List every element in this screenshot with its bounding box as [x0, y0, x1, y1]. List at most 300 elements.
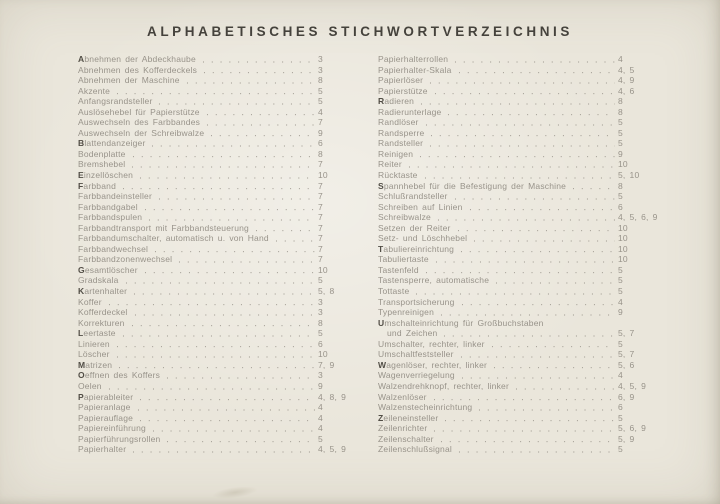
entry-pages: 8: [618, 180, 623, 191]
index-columns: [0, 54, 720, 455]
index-entry: [78, 254, 332, 265]
entry-pages: 5: [618, 191, 623, 202]
index-entry: [378, 233, 632, 244]
dot-leader: [166, 370, 315, 381]
entry-label: Löscher: [78, 349, 110, 360]
index-entry: [378, 170, 640, 181]
entry-pages: 5: [618, 286, 623, 297]
entry-label: Papierauflage: [78, 412, 134, 423]
dot-leader: [454, 54, 615, 65]
dot-leader: [420, 96, 615, 107]
index-entry: [378, 85, 635, 97]
dot-leader: [433, 392, 615, 403]
dot-leader: [461, 297, 615, 308]
entry-label: Schreibwalze: [378, 212, 431, 223]
entry-label: Farbbandtransport mit Farbbandsteuerung: [78, 222, 249, 233]
page-title: ALPHABETISCHES STICHWORTVERZEICHNIS: [146, 24, 573, 39]
entry-label: Setzen der Reiter: [378, 222, 451, 233]
entry-pages: 7, 9: [318, 359, 335, 370]
index-entry: [378, 349, 635, 360]
scan-smudge: [211, 484, 258, 501]
dot-leader: [131, 318, 315, 329]
entry-label: Abnehmen der Abdeckhaube: [78, 54, 196, 64]
entry-label: und Zeichen: [387, 328, 438, 339]
entry-label: Auswechseln des Farbbandes: [78, 117, 201, 128]
index-entry: [78, 339, 332, 350]
dot-leader: [108, 297, 315, 308]
entry-pages: 3: [318, 54, 323, 64]
index-entry: [378, 244, 632, 255]
entry-label: Randlöser: [378, 117, 419, 128]
entry-label: Farbbandgabel: [78, 201, 138, 212]
entry-pages: 4, 5: [618, 64, 635, 75]
entry-pages: 9: [618, 307, 623, 318]
dot-leader: [206, 117, 315, 128]
dot-leader: [139, 392, 315, 403]
entry-pages: 10: [618, 254, 628, 265]
dot-leader: [178, 254, 315, 265]
entry-label: Papiereinführung: [78, 423, 146, 434]
entry-pages: 4: [618, 370, 623, 381]
index-entry: [78, 65, 332, 76]
entry-pages: 8: [618, 96, 623, 107]
entry-pages: 6: [618, 201, 623, 212]
entry-pages: 10: [618, 222, 628, 233]
entry-pages: 6, 9: [618, 391, 635, 402]
entry-pages: 4, 5, 9: [318, 444, 347, 455]
index-entry: [78, 138, 332, 149]
dot-leader: [408, 159, 615, 170]
dot-leader: [443, 328, 615, 339]
dot-leader: [440, 307, 615, 318]
entry-label: Kartenhalter: [78, 286, 128, 297]
index-entry: [78, 402, 332, 413]
dot-leader: [158, 191, 315, 202]
index-entry: [78, 212, 332, 223]
dot-leader: [144, 202, 315, 213]
dot-leader: [572, 181, 615, 192]
entry-pages: 5: [618, 338, 623, 349]
entry-label: Leertaste: [78, 328, 116, 339]
entry-pages: 8: [318, 317, 323, 328]
entry-pages: 4: [318, 106, 323, 117]
index-entry: [78, 413, 332, 424]
index-entry: [378, 307, 632, 318]
index-entry: [378, 191, 632, 202]
index-entry: [78, 275, 332, 286]
entry-label: Abnehmen der Maschine: [78, 75, 180, 86]
dot-leader: [454, 191, 615, 202]
dot-leader: [132, 149, 315, 160]
index-entry: [378, 370, 632, 381]
entry-label: Radieren: [378, 96, 415, 107]
entry-pages: 5: [618, 264, 623, 275]
entry-label: Einzellöschen: [78, 170, 134, 181]
dot-leader: [434, 86, 615, 97]
index-entry: [78, 444, 347, 455]
entry-pages: 10: [618, 159, 628, 170]
entry-label: Papierführungsrollen: [78, 433, 161, 444]
entry-pages: 5: [318, 275, 323, 286]
entry-pages: 7: [318, 254, 323, 265]
entry-pages: 7: [318, 201, 323, 212]
dot-leader: [415, 286, 615, 297]
dot-leader: [210, 128, 315, 139]
entry-label: Gesamtlöscher: [78, 264, 138, 275]
index-entry: [78, 328, 332, 339]
index-entry: [78, 128, 332, 139]
entry-label: Farbbandeinsteller: [78, 191, 153, 202]
index-entry: [78, 191, 332, 202]
dot-leader: [186, 75, 315, 86]
entry-pages: 5: [318, 96, 323, 107]
dot-leader: [458, 444, 615, 455]
dot-leader: [425, 117, 615, 128]
dot-leader: [460, 349, 615, 360]
dot-leader: [461, 370, 615, 381]
dot-leader: [118, 360, 315, 371]
entry-label: Rücktaste: [378, 170, 418, 181]
index-entry: [78, 423, 332, 434]
index-entry: [78, 370, 332, 381]
entry-label: Tottaste: [378, 286, 410, 297]
index-entry: [78, 434, 332, 445]
entry-label: Typenreinigen: [378, 307, 434, 318]
entry-pages: 3: [318, 370, 323, 381]
entry-pages: 4: [318, 402, 323, 413]
index-entry: [378, 339, 632, 350]
entry-pages: 7: [318, 243, 323, 254]
entry-pages: 5: [618, 412, 623, 423]
entry-pages: 6: [618, 402, 623, 413]
index-entry: [378, 159, 632, 170]
entry-pages: 5: [618, 138, 623, 149]
dot-leader: [116, 339, 315, 350]
index-entry: [78, 381, 332, 392]
dot-leader: [137, 402, 316, 413]
entry-label: Tastenfeld: [378, 264, 419, 275]
dot-leader: [122, 328, 315, 339]
dot-leader: [158, 96, 315, 107]
entry-label: Umschalteinrichtung für Großbuchstaben: [378, 317, 544, 328]
entry-label: Wagenlöser, rechter, linker: [378, 359, 488, 370]
dot-leader: [478, 402, 615, 413]
index-entry: [78, 170, 332, 181]
entry-pages: 10: [318, 349, 328, 360]
dot-leader: [275, 233, 315, 244]
index-entry: [378, 223, 632, 234]
entry-pages: 4, 5, 9: [618, 380, 647, 391]
entry-pages: 5, 7: [618, 328, 635, 339]
dot-leader: [469, 202, 615, 213]
entry-label: Farbbandzonenwechsel: [78, 254, 173, 265]
entry-label: Abnehmen des Kofferdeckels: [78, 64, 198, 75]
dot-leader: [419, 149, 615, 160]
dot-leader: [429, 75, 615, 86]
entry-pages: 5: [618, 117, 623, 128]
dot-leader: [134, 307, 316, 318]
index-entry: [378, 128, 632, 139]
entry-label: Linieren: [78, 338, 110, 349]
dot-leader: [206, 107, 315, 118]
index-entry: [78, 297, 332, 308]
index-entry: [378, 212, 658, 223]
entry-label: Farbband: [78, 180, 117, 191]
dot-leader: [116, 86, 315, 97]
entry-label: Tabuliertaste: [378, 254, 429, 265]
index-entry: [78, 86, 332, 97]
entry-pages: 5, 9: [618, 433, 635, 444]
index-entry: [378, 149, 632, 160]
dot-leader: [495, 275, 615, 286]
index-entry: [378, 402, 632, 413]
entry-pages: 8: [318, 148, 323, 159]
dot-leader: [151, 138, 315, 149]
entry-label: Zeileneinsteller: [378, 412, 439, 423]
entry-pages: 9: [318, 380, 323, 391]
index-entry: [78, 149, 332, 160]
index-entry: [78, 233, 332, 244]
entry-label: Papierhalterrollen: [378, 54, 449, 64]
dot-leader: [139, 170, 315, 181]
entry-label: Spannhebel für die Befestigung der Maschine: [378, 180, 567, 191]
entry-label: Reiter: [378, 159, 402, 170]
entry-label: Auswechseln der Schreibwalze: [78, 127, 205, 138]
dot-leader: [144, 265, 315, 276]
dot-leader: [433, 423, 615, 434]
index-entry: [378, 181, 632, 192]
dot-leader: [255, 223, 315, 234]
entry-pages: 4: [618, 54, 623, 64]
entry-pages: 3: [318, 296, 323, 307]
index-entry: [78, 202, 332, 213]
dot-leader: [148, 212, 315, 223]
dot-leader: [437, 212, 615, 223]
entry-label: Kofferdeckel: [78, 307, 128, 318]
dot-leader: [458, 65, 615, 76]
entry-pages: 6: [318, 138, 323, 149]
index-column-right: [378, 54, 658, 455]
entry-pages: 5, 10: [618, 170, 640, 181]
index-entry: [78, 318, 332, 329]
entry-label: Anfangsrandsteller: [78, 96, 153, 107]
entry-pages: 5: [618, 444, 623, 455]
dot-leader: [139, 413, 315, 424]
dot-leader: [154, 244, 315, 255]
dot-leader: [515, 381, 615, 392]
entry-label: Papierhalter: [78, 444, 127, 455]
entry-pages: 9: [618, 148, 623, 159]
entry-label: Walzenstecheinrichtung: [378, 402, 473, 413]
entry-label: Tabuliereinrichtung: [378, 243, 455, 254]
index-entry: [378, 328, 635, 339]
index-entry: [378, 275, 632, 286]
entry-label: Farbbandspulen: [78, 212, 143, 223]
entry-pages: 7: [318, 191, 323, 202]
dot-leader: [457, 223, 615, 234]
index-entry: [378, 254, 632, 265]
index-entry: [78, 286, 335, 297]
index-entry: [378, 413, 632, 424]
entry-label: Schlußrandsteller: [378, 191, 448, 202]
entry-pages: 10: [318, 264, 328, 275]
dot-leader: [429, 138, 615, 149]
entry-pages: 9: [318, 127, 323, 138]
index-entry: [378, 423, 647, 434]
entry-label: Gradskala: [78, 275, 119, 286]
index-column-left: [78, 54, 347, 455]
dot-leader: [435, 254, 615, 265]
index-entry: [78, 359, 335, 371]
index-entry: [378, 107, 632, 118]
index-entry: [78, 391, 347, 403]
dot-leader: [440, 434, 615, 445]
entry-label: Radierunterlage: [378, 106, 442, 117]
entry-pages: 6: [318, 338, 323, 349]
dot-leader: [166, 434, 315, 445]
index-entry: [378, 444, 632, 455]
index-entry: [378, 286, 632, 297]
entry-label: Randsteller: [378, 138, 424, 149]
dot-leader: [460, 244, 615, 255]
entry-label: Bremshebel: [78, 159, 126, 170]
entry-label: Auslösehebel für Papierstütze: [78, 106, 200, 117]
entry-label: Schreiben auf Linien: [378, 201, 463, 212]
entry-label: Koffer: [78, 296, 102, 307]
index-entry: [378, 202, 632, 213]
entry-label: Farbbandwechsel: [78, 243, 149, 254]
entry-label: Farbbandumschalter, automatisch u. von Hand: [78, 233, 269, 244]
index-entry: [78, 181, 332, 192]
entry-pages: 4, 8, 9: [318, 391, 347, 402]
index-entry: [78, 96, 332, 107]
entry-label: Umschaltfeststeller: [378, 349, 454, 360]
index-entry: [78, 117, 332, 128]
index-entry: [378, 391, 635, 403]
entry-label: Walzenlöser: [378, 391, 427, 402]
entry-pages: 4: [318, 412, 323, 423]
dot-leader: [447, 107, 615, 118]
dot-leader: [425, 265, 615, 276]
index-entry: [78, 75, 332, 86]
dot-leader: [430, 128, 615, 139]
entry-pages: 5, 7: [618, 349, 635, 360]
entry-pages: 10: [618, 243, 628, 254]
entry-label: Oelen: [78, 380, 102, 391]
entry-pages: 7: [318, 233, 323, 244]
entry-label: Setz- und Löschhebel: [378, 233, 468, 244]
dot-leader: [424, 170, 615, 181]
entry-label: Papierhalter-Skala: [378, 64, 452, 75]
dot-leader: [116, 349, 315, 360]
entry-pages: 5: [318, 433, 323, 444]
entry-label: Umschalter, rechter, linker: [378, 338, 485, 349]
entry-pages: 8: [618, 106, 623, 117]
entry-label: Tastensperre, automatische: [378, 275, 490, 286]
index-entry: [78, 349, 332, 360]
entry-pages: 3: [318, 64, 323, 75]
dot-leader: [202, 54, 315, 65]
index-entry: [378, 297, 632, 308]
dot-leader: [152, 423, 315, 434]
dot-leader: [493, 360, 615, 371]
entry-label: Reinigen: [378, 148, 414, 159]
index-entry: [378, 64, 635, 76]
index-entry: [378, 318, 632, 329]
entry-pages: 10: [318, 170, 328, 181]
index-entry: [78, 265, 332, 276]
entry-pages: 5: [618, 275, 623, 286]
entry-label: Akzente: [78, 85, 111, 96]
dot-leader: [203, 65, 315, 76]
entry-label: Transportsicherung: [378, 296, 455, 307]
entry-pages: 4, 5, 6, 9: [618, 212, 658, 223]
entry-label: Papieranlage: [78, 402, 131, 413]
entry-pages: 3: [318, 307, 323, 318]
entry-label: Bodenplatte: [78, 148, 126, 159]
index-entry: [378, 54, 632, 65]
entry-label: Papierstütze: [378, 85, 428, 96]
index-entry: [78, 244, 332, 255]
entry-label: Wagenverriegelung: [378, 370, 455, 381]
entry-label: Randsperre: [378, 127, 425, 138]
dot-leader: [131, 159, 315, 170]
entry-pages: 4, 9: [618, 75, 635, 86]
index-entry: [78, 307, 332, 318]
dot-leader: [491, 339, 615, 350]
dot-leader: [108, 381, 315, 392]
entry-pages: 7: [318, 117, 323, 128]
entry-pages: 5: [318, 85, 323, 96]
entry-label: Oeffnen des Koffers: [78, 370, 161, 381]
index-entry: [378, 265, 632, 276]
entry-pages: 4: [318, 423, 323, 434]
entry-pages: 8: [318, 75, 323, 86]
entry-pages: 5: [318, 328, 323, 339]
entry-pages: 10: [618, 233, 628, 244]
index-entry: [378, 96, 632, 107]
entry-pages: 5, 8: [318, 286, 335, 297]
entry-pages: 5, 6: [618, 359, 635, 370]
dot-leader: [125, 275, 315, 286]
entry-pages: 4, 6: [618, 85, 635, 96]
index-entry: [78, 107, 332, 118]
entry-label: Korrekturen: [78, 317, 125, 328]
entry-pages: 4: [618, 296, 623, 307]
entry-label: Walzendrehknopf, rechter, linker: [378, 380, 509, 391]
index-entry: [378, 138, 632, 149]
entry-pages: 7: [318, 222, 323, 233]
dot-leader: [122, 181, 315, 192]
index-entry: [78, 223, 332, 234]
index-entry: [378, 117, 632, 128]
entry-pages: 7: [318, 180, 323, 191]
entry-label: Zeilenschlußsignal: [378, 444, 452, 455]
index-entry: [378, 433, 635, 445]
dot-leader: [133, 286, 315, 297]
entry-label: Blattendanzeiger: [78, 138, 146, 149]
entry-pages: 5: [618, 127, 623, 138]
entry-label: Papierableiter: [78, 391, 134, 402]
entry-pages: 5, 6, 9: [618, 423, 647, 434]
index-entry: [78, 159, 332, 170]
entry-pages: 7: [318, 159, 323, 170]
dot-leader: [132, 444, 315, 455]
entry-pages: 7: [318, 212, 323, 223]
entry-label: Zeilenschalter: [378, 433, 434, 444]
entry-label: Matrizen: [78, 359, 113, 370]
entry-label: Papierlöser: [378, 75, 424, 86]
